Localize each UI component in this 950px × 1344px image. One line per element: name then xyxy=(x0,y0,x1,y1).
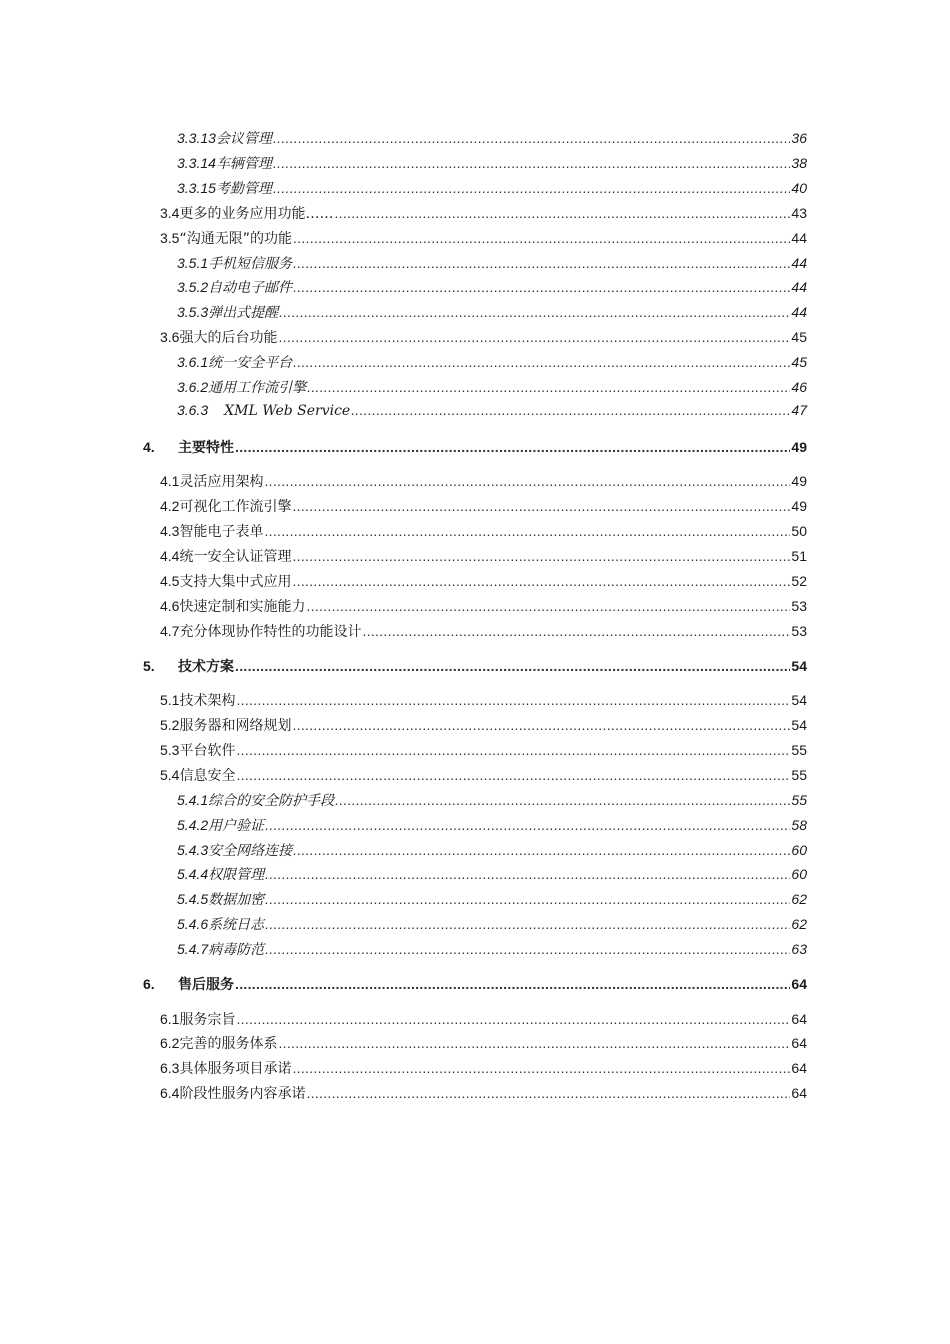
toc-entry-page-number: 49 xyxy=(791,438,807,455)
toc-entry-number: 3.6 xyxy=(160,329,180,346)
toc-entry-number: 3.3.13 xyxy=(177,130,216,146)
toc-entry-page-number: 45 xyxy=(791,354,807,371)
toc-entry[interactable] xyxy=(160,228,807,248)
toc-entry[interactable] xyxy=(143,437,807,457)
toc-entry-number: 4.3 xyxy=(160,523,180,540)
toc-entry-title: 用户验证 xyxy=(208,817,265,834)
dot-leader xyxy=(292,1060,790,1076)
dot-leader xyxy=(292,717,790,733)
toc-entry-title: 安全网络连接 xyxy=(208,842,293,859)
toc-entry-title: 信息安全 xyxy=(179,767,236,784)
toc-entry-title: 充分体现协作特性的功能设计 xyxy=(179,623,362,640)
toc-entry-title: 完善的服务体系 xyxy=(179,1036,278,1053)
toc-entry-title: 系统日志 xyxy=(208,917,265,934)
toc-entry-number: 6.2 xyxy=(160,1035,180,1052)
dot-leader xyxy=(278,1035,790,1051)
dot-leader xyxy=(293,279,790,295)
dot-leader xyxy=(264,473,790,489)
toc-entry[interactable] xyxy=(177,253,807,273)
toc-entry-title: 技术方案 xyxy=(178,657,234,674)
toc-entry[interactable] xyxy=(160,471,807,491)
toc-entry[interactable] xyxy=(160,621,807,641)
toc-entry[interactable] xyxy=(177,939,807,959)
toc-entry-title: XML Web Service xyxy=(224,402,351,419)
toc-entry-page-number: 49 xyxy=(791,473,807,490)
toc-entry-page-number: 64 xyxy=(791,1085,807,1102)
toc-entry-page-number: 64 xyxy=(791,1035,807,1052)
toc-entry-page-number: 46 xyxy=(791,379,807,395)
toc-entry-page-number: 58 xyxy=(791,816,807,833)
toc-entry-number: 5.4.6 xyxy=(177,916,209,933)
toc-entry-title: 技术架构 xyxy=(179,693,236,710)
dot-leader xyxy=(306,1085,790,1101)
dot-leader xyxy=(278,329,790,345)
toc-entry-number: 3.5.3 xyxy=(177,304,209,321)
toc-entry-page-number: 53 xyxy=(791,622,807,639)
dot-leader xyxy=(265,866,790,882)
toc-entry-page-number: 54 xyxy=(791,657,807,674)
toc-entry[interactable] xyxy=(177,790,807,810)
toc-entry[interactable] xyxy=(177,914,807,934)
toc-entry-title: 平台软件 xyxy=(179,742,236,759)
toc-entry-page-number: 60 xyxy=(791,866,807,883)
dot-leader xyxy=(292,548,790,564)
toc-entry-number: 3.5.2 xyxy=(177,279,209,296)
toc-entry[interactable] xyxy=(160,1083,807,1103)
dot-leader xyxy=(292,498,790,514)
toc-entry-title: 具体服务项目承诺 xyxy=(179,1061,292,1078)
dot-leader xyxy=(236,742,790,758)
toc-entry[interactable] xyxy=(160,496,807,516)
toc-entry-page-number: 36 xyxy=(791,130,807,146)
toc-entry[interactable] xyxy=(177,352,807,372)
toc-entry-title: 考勤管理 xyxy=(215,180,272,197)
toc-entry-title: 服务器和网络规划 xyxy=(179,718,292,734)
dot-leader xyxy=(293,230,790,246)
toc-entry-number: 6.3 xyxy=(160,1060,180,1077)
toc-entry-title: 会议管理 xyxy=(215,131,272,147)
toc-entry[interactable] xyxy=(160,690,807,710)
toc-entry-number: 4.1 xyxy=(160,473,180,490)
toc-entry-page-number: 44 xyxy=(791,279,807,296)
toc-entry[interactable] xyxy=(177,153,807,173)
toc-entry-page-number: 43 xyxy=(791,204,807,221)
toc-entry-page-number: 44 xyxy=(791,229,807,246)
toc-entry[interactable] xyxy=(160,765,807,785)
dot-leader xyxy=(293,842,790,858)
toc-entry-title: “沟通无限”的功能 xyxy=(179,230,292,247)
dot-leader xyxy=(279,304,790,320)
toc-entry-number: 3.6.1 xyxy=(177,354,209,371)
toc-entry-number: 3.6.2 xyxy=(177,379,209,395)
toc-entry-title: 自动电子邮件 xyxy=(208,280,293,297)
toc-entry-page-number: 47 xyxy=(791,401,807,418)
toc-entry-number: 4. xyxy=(143,438,155,455)
toc-entry[interactable] xyxy=(177,864,807,884)
toc-entry-title: 灵活应用架构 xyxy=(179,474,264,491)
toc-entry[interactable] xyxy=(160,1009,807,1029)
toc-entry[interactable] xyxy=(160,1058,807,1078)
toc-entry-page-number: 45 xyxy=(791,329,807,346)
toc-entry-number: 4.5 xyxy=(160,572,180,589)
toc-entry-page-number: 44 xyxy=(791,254,807,271)
toc-entry[interactable] xyxy=(160,740,807,760)
toc-entry-number: 4.2 xyxy=(160,498,180,515)
toc-entry-title: 统一安全认证管理 xyxy=(179,549,292,565)
toc-entry-number: 5.4.2 xyxy=(177,816,209,833)
toc-entry-number: 5.4.5 xyxy=(177,891,209,908)
toc-entry-title: 更多的业务应用功能…… xyxy=(179,205,334,222)
toc-entry[interactable] xyxy=(177,128,807,148)
dot-leader xyxy=(235,439,790,455)
toc-entry-page-number: 38 xyxy=(791,154,807,171)
toc-entry-number: 5.1 xyxy=(160,692,180,709)
toc-entry[interactable] xyxy=(160,1033,807,1053)
toc-entry-page-number: 44 xyxy=(791,304,807,321)
toc-entry-number: 5. xyxy=(143,657,155,674)
dot-leader xyxy=(351,402,790,418)
toc-entry-page-number: 55 xyxy=(791,741,807,758)
toc-entry-title: 车辆管理 xyxy=(215,155,272,172)
toc-entry-page-number: 51 xyxy=(791,548,807,564)
toc-entry-number: 3.5 xyxy=(160,229,180,246)
toc-entry-title: 强大的后台功能 xyxy=(179,330,278,347)
dot-leader xyxy=(236,692,790,708)
toc-entry-page-number: 60 xyxy=(791,841,807,858)
dot-leader xyxy=(235,976,790,992)
toc-entry-number: 5.3 xyxy=(160,741,180,758)
toc-entry-number: 5.4.4 xyxy=(177,866,209,883)
toc-entry-page-number: 64 xyxy=(791,1010,807,1027)
toc-entry[interactable] xyxy=(177,889,807,909)
toc-entry-title: 阶段性服务内容承诺 xyxy=(179,1086,306,1103)
dot-leader xyxy=(236,767,790,783)
dot-leader xyxy=(335,792,790,808)
toc-entry-number: 6.4 xyxy=(160,1085,180,1102)
dot-leader xyxy=(236,1011,790,1027)
toc-entry-page-number: 62 xyxy=(791,891,807,908)
toc-entry-number: 3.6.3 xyxy=(177,401,209,418)
toc-entry-page-number: 55 xyxy=(791,766,807,783)
toc-entry-number: 4.7 xyxy=(160,622,180,639)
toc-entry-page-number: 40 xyxy=(791,179,807,196)
toc-entry-page-number: 50 xyxy=(791,523,807,540)
toc-entry-page-number: 55 xyxy=(791,791,807,808)
toc-entry[interactable] xyxy=(160,596,807,616)
toc-entry-number: 5.4.1 xyxy=(177,791,209,808)
toc-entry[interactable] xyxy=(177,178,807,198)
toc-entry[interactable] xyxy=(160,203,807,223)
toc-entry-page-number: 64 xyxy=(791,976,807,992)
toc-entry-title: 权限管理 xyxy=(208,867,265,884)
dot-leader xyxy=(265,817,790,833)
toc-entry-page-number: 52 xyxy=(791,572,807,589)
toc-entry[interactable] xyxy=(177,377,807,397)
dot-leader xyxy=(265,891,790,907)
toc-entry-number: 3.3.14 xyxy=(177,154,216,171)
toc-entry[interactable] xyxy=(160,546,807,566)
toc-entry[interactable] xyxy=(177,302,807,322)
dot-leader xyxy=(306,598,790,614)
toc-entry[interactable] xyxy=(143,974,807,994)
toc-entry-title: 支持大集中式应用 xyxy=(179,573,292,590)
toc-entry[interactable] xyxy=(160,715,807,735)
dot-leader xyxy=(293,255,790,271)
toc-entry-page-number: 63 xyxy=(791,941,807,958)
toc-entry-title: 智能电子表单 xyxy=(179,524,264,541)
toc-entry-page-number: 62 xyxy=(791,916,807,933)
toc-entry-title: 通用工作流引擎 xyxy=(208,380,307,396)
toc-entry-number: 5.4 xyxy=(160,766,180,783)
toc-entry-page-number: 49 xyxy=(791,498,807,515)
toc-entry-page-number: 54 xyxy=(791,717,807,733)
toc-entry[interactable] xyxy=(160,571,807,591)
toc-entry-title: 弹出式提醒 xyxy=(208,305,279,322)
toc-entry-number: 5.2 xyxy=(160,717,180,733)
toc-entry-page-number: 54 xyxy=(791,692,807,709)
toc-entry-title: 可视化工作流引擎 xyxy=(179,499,292,516)
toc-entry-title: 综合的安全防护手段 xyxy=(208,792,335,809)
toc-entry-number: 5.4.3 xyxy=(177,841,209,858)
dot-leader xyxy=(334,205,790,221)
dot-leader xyxy=(273,130,790,146)
toc-entry[interactable] xyxy=(160,521,807,541)
toc-entry-title: 数据加密 xyxy=(208,892,265,909)
toc-entry-title: 服务宗旨 xyxy=(179,1011,236,1028)
dot-leader xyxy=(265,941,790,957)
dot-leader xyxy=(292,573,790,589)
toc-entry-page-number: 53 xyxy=(791,597,807,614)
toc-entry-title: 主要特性 xyxy=(178,438,234,455)
toc-entry-title: 快速定制和实施能力 xyxy=(179,598,306,615)
toc-entry[interactable] xyxy=(177,277,807,297)
toc-entry-title: 售后服务 xyxy=(178,976,234,992)
dot-leader xyxy=(264,523,790,539)
toc-entry-number: 6. xyxy=(143,976,155,992)
toc-entry-number: 3.5.1 xyxy=(177,254,209,271)
dot-leader xyxy=(362,623,790,639)
toc-entry[interactable] xyxy=(177,840,807,860)
dot-leader xyxy=(273,155,790,171)
toc-entry-title: 手机短信服务 xyxy=(208,255,293,272)
dot-leader xyxy=(293,354,790,370)
dot-leader xyxy=(265,916,790,932)
dot-leader xyxy=(235,658,790,674)
toc-entry-number: 3.3.15 xyxy=(177,179,216,196)
toc-entry-number: 5.4.7 xyxy=(177,941,209,958)
dot-leader xyxy=(307,379,790,395)
toc-entry-title: 统一安全平台 xyxy=(208,355,293,372)
toc-entry[interactable] xyxy=(143,656,807,676)
toc-entry[interactable] xyxy=(177,402,807,419)
toc-entry-number: 4.6 xyxy=(160,597,180,614)
toc-entry-page-number: 64 xyxy=(791,1060,807,1077)
toc-entry-title: 病毒防范 xyxy=(208,942,265,959)
toc-entry[interactable] xyxy=(160,327,807,347)
toc-entry-number: 3.4 xyxy=(160,204,180,221)
dot-leader xyxy=(273,180,790,196)
toc-entry-number: 6.1 xyxy=(160,1010,180,1027)
toc-entry-number: 4.4 xyxy=(160,548,180,564)
toc-entry[interactable] xyxy=(177,815,807,835)
